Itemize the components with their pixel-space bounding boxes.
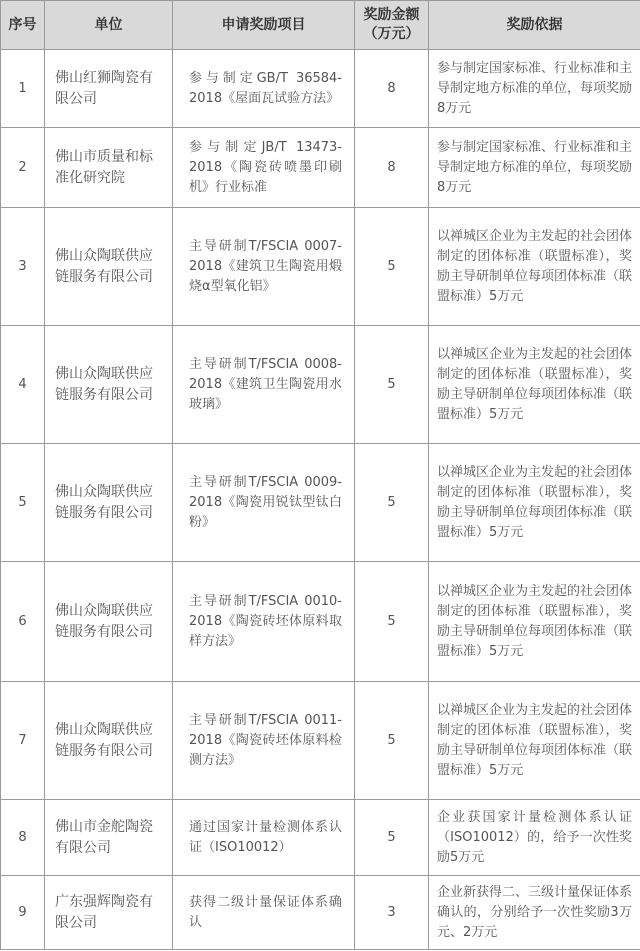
row-unit: 佛山市金舵陶瓷有限公司 xyxy=(45,800,173,876)
row-basis: 以禅城区企业为主发起的社会团体制定的团体标准（联盟标准），奖励主导研制单位每项团体标准（联盟标准）5万元 xyxy=(429,444,640,562)
row-basis: 以禅城区企业为主发起的社会团体制定的团体标准（联盟标准），奖励主导研制单位每项团体标准（联盟标准）5万元 xyxy=(429,326,640,444)
table-row xyxy=(1,50,640,128)
row-amount: 3 xyxy=(355,876,429,950)
table-row xyxy=(1,326,640,444)
header-item: 申请奖励项目 xyxy=(173,1,355,50)
row-item: 主导研制T/FSCIA 0007-2018《建筑卫生陶瓷用煅烧α型氧化铝》 xyxy=(173,208,355,326)
row-unit: 佛山红狮陶瓷有限公司 xyxy=(45,50,173,128)
table-row xyxy=(1,562,640,682)
row-unit: 广东强辉陶瓷有限公司 xyxy=(45,876,173,950)
row-index: 2 xyxy=(1,128,45,208)
table-row xyxy=(1,444,640,562)
row-item: 通过国家计量检测体系认证（ISO10012） xyxy=(173,800,355,876)
row-unit: 佛山市质量和标准化研究院 xyxy=(45,128,173,208)
row-item: 主导研制T/FSCIA 0011-2018《陶瓷砖坯体原料检测方法》 xyxy=(173,682,355,800)
row-basis: 企业获国家计量检测体系认证（ISO10012）的，给予一次性奖励5万元 xyxy=(429,800,640,876)
row-amount: 5 xyxy=(355,682,429,800)
row-amount: 5 xyxy=(355,800,429,876)
table-row xyxy=(1,876,640,950)
row-unit: 佛山众陶联供应链服务有限公司 xyxy=(45,326,173,444)
row-amount: 5 xyxy=(355,562,429,682)
header-amount: 奖励金额（万元） xyxy=(355,1,429,50)
row-unit: 佛山众陶联供应链服务有限公司 xyxy=(45,208,173,326)
table-row xyxy=(1,128,640,208)
row-item: 参与制定JB/T 13473-2018《陶瓷砖喷墨印刷机》行业标准 xyxy=(173,128,355,208)
row-index: 8 xyxy=(1,800,45,876)
row-item: 主导研制T/FSCIA 0009-2018《陶瓷用锐钛型钛白粉》 xyxy=(173,444,355,562)
row-index: 1 xyxy=(1,50,45,128)
row-basis: 以禅城区企业为主发起的社会团体制定的团体标准（联盟标准），奖励主导研制单位每项团体标准（联盟标准）5万元 xyxy=(429,682,640,800)
row-item: 参与制定GB/T 36584-2018《屋面瓦试验方法》 xyxy=(173,50,355,128)
row-basis: 参与制定国家标准、行业标准和主导制定地方标准的单位，每项奖励8万元 xyxy=(429,128,640,208)
row-amount: 5 xyxy=(355,326,429,444)
row-amount: 5 xyxy=(355,444,429,562)
row-index: 3 xyxy=(1,208,45,326)
row-index: 6 xyxy=(1,562,45,682)
table-row xyxy=(1,682,640,800)
table-header-row xyxy=(1,1,640,50)
row-index: 5 xyxy=(1,444,45,562)
table-row xyxy=(1,208,640,326)
row-amount: 8 xyxy=(355,128,429,208)
row-unit: 佛山众陶联供应链服务有限公司 xyxy=(45,444,173,562)
row-basis: 以禅城区企业为主发起的社会团体制定的团体标准（联盟标准），奖励主导研制单位每项团体标准（联盟标准）5万元 xyxy=(429,562,640,682)
row-basis: 以禅城区企业为主发起的社会团体制定的团体标准（联盟标准），奖励主导研制单位每项团体标准（联盟标准）5万元 xyxy=(429,208,640,326)
row-unit: 佛山众陶联供应链服务有限公司 xyxy=(45,562,173,682)
row-index: 4 xyxy=(1,326,45,444)
row-basis: 企业新获得二、三级计量保证体系确认的，分别给予一次性奖励3万元、2万元 xyxy=(429,876,640,950)
row-index: 7 xyxy=(1,682,45,800)
row-index: 9 xyxy=(1,876,45,950)
header-unit: 单位 xyxy=(45,1,173,50)
row-unit: 佛山众陶联供应链服务有限公司 xyxy=(45,682,173,800)
row-item: 主导研制T/FSCIA 0008-2018《建筑卫生陶瓷用水玻璃》 xyxy=(173,326,355,444)
header-basis: 奖励依据 xyxy=(429,1,640,50)
table-row xyxy=(1,800,640,876)
header-index: 序号 xyxy=(1,1,45,50)
row-amount: 5 xyxy=(355,208,429,326)
row-amount: 8 xyxy=(355,50,429,128)
row-basis: 参与制定国家标准、行业标准和主导制定地方标准的单位，每项奖励8万元 xyxy=(429,50,640,128)
row-item: 主导研制T/FSCIA 0010-2018《陶瓷砖坯体原料取样方法》 xyxy=(173,562,355,682)
row-item: 获得二级计量保证体系确认 xyxy=(173,876,355,950)
